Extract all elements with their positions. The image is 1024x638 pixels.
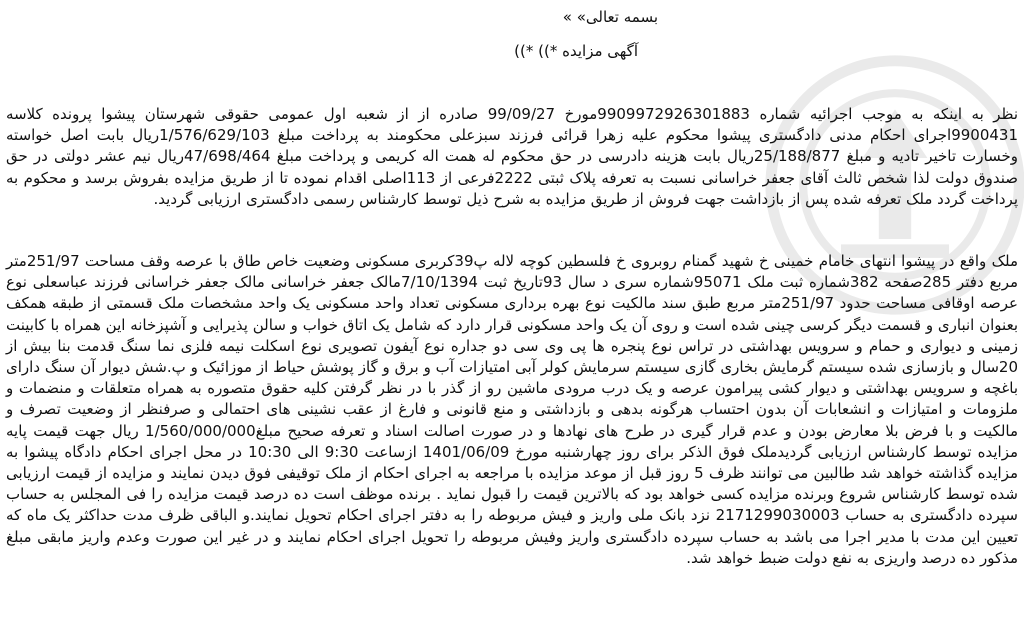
notice-paragraph-1: نظر به اینکه به موجب اجرائیه شماره 9909972926301883مورخ 99/09/27 صادره از از شعبه اول عمومی حقوقی شهرستان پیشوا پرونده کلاسه 9900431اجرای احکام مدنی دادگستری پیشوا محکوم علیه زهرا قرائی فرزند سبزعلی محکومند به پرداخت مبلغ 1/576/629/103ریال بابت اصل خواسته وخسارت تاخیر تادیه و مبلغ 25/188/877ریال بابت هزینه دادرسی در حق محکوم له همت اله کریمی و پرداخت مبلغ 47/698/464ریال نیم عشر دولتی در حق صندوق دولت لذا شخص ثالث آقای جعفر خراسانی نسبت به تعرفه پلاک ثبتی 2222فرعی از 113اصلی اقدام نموده تا از طریق مزایده بفروش برسد و محکوم به پرداخت گردد ملک تعرفه شده پس از بازداشت جهت فروش از طریق مزایده به شرح ذیل توسط کارشناس رسمی دادگستری ارزیابی گردید. (6, 105, 1019, 208)
notice-paragraph-2: ملک واقع در پیشوا انتهای خامام خمینی خ شهید گمنام روبروی خ فلسطین کوچه لاله پ39کربری مسکونی وضعیت خاص طاق با عرصه وقف مساحت 251/97متر مربع دفتر 285صفحه 382شماره ثبت ملک 95071شماره سری د سال 93تاریخ ثبت 7/10/1394مالک جعفر خراسانی مالک جعفر خراسانی فرزند عباسعلی نوع عرصه اوقافی مساحت حدود 251/97متر مربع طبق سند مالکیت نوع بهره برداری مسکونی تعداد واحد مسکونی یک واحد مشخصات ملک قسمتی از طبقه همکف بعنوان انباری و قسمت دیگر کرسی چینی شده است و روی آن یک واحد مسکونی قرار دارد که شامل یک اتاق خواب و سالن پذیرایی و آشپزخانه این همراه با کابینت زمینی و دیواری و حمام و سرویس بهداشتی در تراس نوع پنجره ها پی وی سی دو جداره نوع آیفون تصویری نوع اسکلت نیمه فلزی نما سنگ قدمت بنا بیش از 20سال و بازسازی شده سیستم گرمایش بخاری گازی سیستم سرمایش کولر آبی امتیازات آب و برق و گاز پوشش حیاط از موزائیک و پ.شش دیوار آن سنگ دارای باغچه و سرویس بهداشتی و دیوار کشی پیرامون عرصه و یک درب مرودی ماشین رو از گذر با در نظر گرفتن کلیه حقوق متصوره به همراه متعلقات و منضمات و ملزومات و امتیازات و انشعابات آن بدون احتساب هرگونه بدهی و بازداشتی و منع قانونی و فارغ از عقب نشینی های احتمالی و صرفنظر از وضعیت تصرف و مالکیت و با فرض بلا معارض بودن و عدم قرار گیری در طرح های نهادها و در صورت اصالت اسناد و تعرفه صحیح مبلغ1/560/000/000 ریال جهت قیمت پایه مزایده توسط کارشناس ارزیابی گردیدملک فوق الذکر برای روز چهارشنبه مورخ 1401/06/09 ازساعت 9:30 الی 10:30 در محل اجرای احکام دادگاه پیشوا به مزایده گذاشته خواهد شد طالبین می توانند ظرف 5 روز قبل از موعد مزایده با مراجعه به اجرای احکام از ملک توقیفی فوق دیدن نمایند و مزایده از قیمت ارزیابی شده توسط کارشناس شروع وبرنده مزایده کسی خواهد بود که بالاترین قیمت را قبول نماید . برنده موظف است ده درصد قیمت مزایده را فی المجلس به حساب سپرده دادگستری به حساب 2171299030003 نزد بانک ملی واریز و فیش مربوطه را به دفتر اجرای احکام تحویل نمایند.و الباقی ظرف مدت حداکثر یک ماه که تعیین این مدت با مدیر اجرا می باشد به حساب سپرده دادگستری واریز وفیش مربوطه را تحویل اجرای احکام نمایند و در غیر این صورت وعدم واریز مابقی مبلغ مذکور ده درصد واریزی به نفع دولت ضبط خواهد شد. (6, 252, 1019, 567)
auction-notice-document (6, 0, 1018, 638)
basmala-heading: بسمه تعالی» » (562, 8, 658, 26)
notice-title: آگهی مزایده *)) *)) (514, 42, 638, 60)
